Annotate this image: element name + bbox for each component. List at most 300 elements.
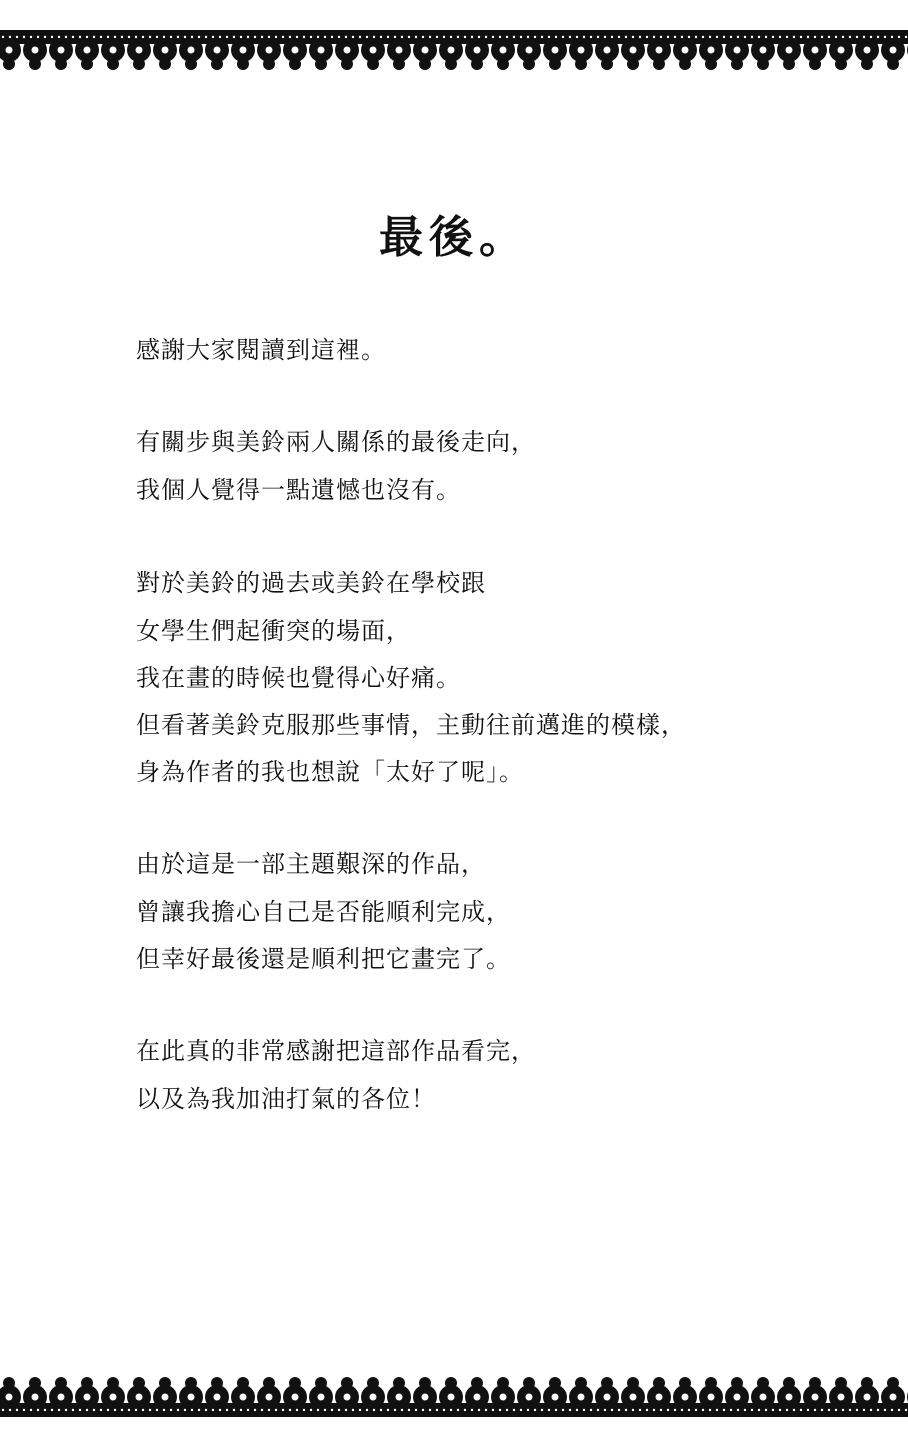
lace-drop	[887, 1377, 899, 1389]
lace-stitch	[380, 36, 382, 38]
lace-stitch	[58, 1409, 60, 1411]
lace-hole	[6, 47, 13, 54]
lace-stitch	[653, 1409, 655, 1411]
lace-stitch	[709, 36, 711, 38]
lace-stitch	[828, 36, 830, 38]
lace-stitch	[44, 1409, 46, 1411]
lace-drop	[81, 58, 93, 70]
lace-stitch	[226, 36, 228, 38]
lace-stitch	[65, 1409, 67, 1411]
lace-stitch	[114, 36, 116, 38]
lace-hole	[812, 1394, 819, 1401]
lace-stitch	[730, 1409, 732, 1411]
lace-stitch	[107, 36, 109, 38]
lace-drop	[471, 1377, 483, 1389]
lace-stitch	[611, 1409, 613, 1411]
lace-stitch	[436, 1409, 438, 1411]
lace-stitch	[569, 1409, 571, 1411]
lace-stitch	[359, 1409, 361, 1411]
lace-drop	[523, 58, 535, 70]
lace-stitch	[772, 36, 774, 38]
text-line: 有關步與美鈴兩人關係的最後走向，	[136, 428, 536, 456]
lace-stitch	[856, 36, 858, 38]
lace-drop	[341, 1377, 353, 1389]
lace-stitch	[793, 1409, 795, 1411]
lace-stitch	[499, 36, 501, 38]
lace-drop	[835, 58, 847, 70]
lace-border-graphic	[0, 30, 908, 90]
lace-stitch	[394, 36, 396, 38]
lace-stitch	[282, 1409, 284, 1411]
lace-stitch	[863, 36, 865, 38]
lace-stitch	[450, 36, 452, 38]
lace-hole	[58, 47, 65, 54]
lace-hole	[214, 1394, 221, 1401]
lace-hole	[84, 1394, 91, 1401]
lace-hole	[656, 47, 663, 54]
lace-drop	[653, 1377, 665, 1389]
lace-stitch	[835, 1409, 837, 1411]
lace-stitch	[821, 36, 823, 38]
lace-stitch	[506, 36, 508, 38]
lace-drop	[29, 1377, 41, 1389]
lace-stitch	[177, 36, 179, 38]
lace-drop	[861, 58, 873, 70]
lace-drop	[237, 1377, 249, 1389]
lace-stitch	[562, 36, 564, 38]
lace-drop	[575, 1377, 587, 1389]
lace-stitch	[604, 1409, 606, 1411]
lace-stitch	[401, 36, 403, 38]
lace-stitch	[184, 1409, 186, 1411]
lace-drop	[445, 1377, 457, 1389]
lace-stitch	[23, 1409, 25, 1411]
lace-stitch	[751, 36, 753, 38]
lace-stitch	[170, 36, 172, 38]
lace-stitch	[282, 36, 284, 38]
lace-stitch	[86, 1409, 88, 1411]
lace-stitch	[744, 1409, 746, 1411]
lace-stitch	[401, 1409, 403, 1411]
lace-stitch	[576, 1409, 578, 1411]
lace-stitch	[737, 1409, 739, 1411]
lace-drop	[809, 1377, 821, 1389]
lace-drop	[783, 1377, 795, 1389]
lace-stitch	[366, 1409, 368, 1411]
lace-stitch	[275, 36, 277, 38]
lace-hole	[396, 47, 403, 54]
lace-drop	[341, 58, 353, 70]
lace-hole	[578, 1394, 585, 1401]
lace-stitch	[268, 1409, 270, 1411]
lace-drop	[211, 58, 223, 70]
lace-hole	[500, 47, 507, 54]
lace-stitch	[478, 1409, 480, 1411]
lace-drop	[107, 58, 119, 70]
lace-drop	[549, 1377, 561, 1389]
lace-stitch	[499, 1409, 501, 1411]
lace-stitch	[541, 1409, 543, 1411]
lace-drop	[289, 1377, 301, 1389]
lace-stitch	[863, 1409, 865, 1411]
lace-hole	[396, 1394, 403, 1401]
lace-drop	[55, 1377, 67, 1389]
lace-hole	[474, 1394, 481, 1401]
lace-hole	[656, 1394, 663, 1401]
lace-stitch	[485, 36, 487, 38]
lace-hole	[760, 1394, 767, 1401]
lace-drop	[419, 1377, 431, 1389]
lace-stitch	[681, 1409, 683, 1411]
text-line: 我在畫的時候也覺得心好痛。	[136, 664, 461, 692]
lace-stitch	[513, 1409, 515, 1411]
lace-stitch	[674, 36, 676, 38]
page-title: 最後。	[379, 212, 529, 263]
lace-stitch	[625, 1409, 627, 1411]
lace-stitch	[310, 36, 312, 38]
lace-stitch	[366, 36, 368, 38]
lace-stitch	[240, 1409, 242, 1411]
lace-stitch	[688, 36, 690, 38]
lace-stitch	[779, 1409, 781, 1411]
lace-stitch	[646, 1409, 648, 1411]
lace-stitch	[296, 1409, 298, 1411]
lace-stitch	[891, 36, 893, 38]
text-line: 對於美鈴的過去或美鈴在學校跟	[136, 569, 486, 597]
lace-stitch	[142, 1409, 144, 1411]
lace-hole	[604, 1394, 611, 1401]
lace-stitch	[632, 1409, 634, 1411]
lace-stitch	[737, 36, 739, 38]
lace-stitch	[23, 36, 25, 38]
lace-hole	[526, 47, 533, 54]
lace-stitch	[464, 36, 466, 38]
lace-stitch	[849, 36, 851, 38]
lace-stitch	[443, 36, 445, 38]
lace-stitch	[93, 1409, 95, 1411]
lace-drop	[367, 58, 379, 70]
lace-drop	[237, 58, 249, 70]
lace-stitch	[9, 1409, 11, 1411]
lace-stitch	[618, 1409, 620, 1411]
lace-stitch	[261, 36, 263, 38]
lace-stitch	[387, 1409, 389, 1411]
lace-stitch	[219, 36, 221, 38]
lace-stitch	[786, 1409, 788, 1411]
lace-stitch	[317, 36, 319, 38]
lace-stitch	[814, 36, 816, 38]
lace-stitch	[716, 1409, 718, 1411]
lace-stitch	[646, 36, 648, 38]
lace-stitch	[898, 1409, 900, 1411]
lace-stitch	[856, 1409, 858, 1411]
lace-stitch	[415, 1409, 417, 1411]
lace-stitch	[625, 36, 627, 38]
text-line: 女學生們起衝突的場面，	[136, 617, 411, 645]
lace-stitch	[380, 1409, 382, 1411]
lace-hole	[136, 47, 143, 54]
lace-stitch	[324, 1409, 326, 1411]
lace-hole	[266, 1394, 273, 1401]
lace-stitch	[373, 1409, 375, 1411]
lace-stitch	[534, 1409, 536, 1411]
lace-stitch	[121, 36, 123, 38]
lace-hole	[448, 1394, 455, 1401]
lace-stitch	[51, 1409, 53, 1411]
lace-stitch	[793, 36, 795, 38]
lace-hole	[708, 47, 715, 54]
lace-stitch	[562, 1409, 564, 1411]
lace-hole	[630, 47, 637, 54]
lace-stitch	[338, 1409, 340, 1411]
lace-drop	[783, 58, 795, 70]
lace-stitch	[884, 36, 886, 38]
lace-stitch	[709, 1409, 711, 1411]
lace-stitch	[527, 1409, 529, 1411]
lace-drop	[523, 1377, 535, 1389]
lace-stitch	[590, 1409, 592, 1411]
lace-hole	[760, 47, 767, 54]
text-line: 在此真的非常感謝把這部作品看完，	[136, 1037, 536, 1065]
lace-stitch	[639, 1409, 641, 1411]
lace-stitch	[681, 36, 683, 38]
lace-stitch	[149, 36, 151, 38]
lace-drop	[133, 58, 145, 70]
lace-stitch	[569, 36, 571, 38]
lace-stitch	[457, 1409, 459, 1411]
lace-stitch	[758, 36, 760, 38]
text-line: 但看著美鈴克服那些事情，主動往前邁進的模樣，	[136, 711, 686, 739]
lace-hole	[318, 47, 325, 54]
lace-drop	[159, 58, 171, 70]
lace-stitch	[597, 36, 599, 38]
lace-stitch	[135, 36, 137, 38]
lace-stitch	[170, 1409, 172, 1411]
lace-hole	[370, 1394, 377, 1401]
lace-stitch	[870, 1409, 872, 1411]
text-line: 以及為我加油打氣的各位！	[136, 1085, 436, 1113]
lace-stitch	[905, 36, 907, 38]
lace-hole	[240, 1394, 247, 1401]
lace-stitch	[387, 36, 389, 38]
lace-stitch	[534, 36, 536, 38]
lace-stitch	[422, 36, 424, 38]
lace-stitch	[275, 1409, 277, 1411]
lace-hole	[162, 47, 169, 54]
text-line: 由於這是一部主題艱深的作品，	[136, 850, 486, 878]
lace-hole	[162, 1394, 169, 1401]
lace-stitch	[429, 36, 431, 38]
lace-stitch	[128, 1409, 130, 1411]
lace-stitch	[9, 36, 11, 38]
lace-drop	[809, 58, 821, 70]
lace-stitch	[695, 1409, 697, 1411]
lace-border-graphic	[0, 1357, 908, 1417]
lace-hole	[32, 1394, 39, 1401]
lace-drop	[81, 1377, 93, 1389]
lace-stitch	[541, 36, 543, 38]
lace-stitch	[492, 1409, 494, 1411]
lace-hole	[32, 47, 39, 54]
lace-hole	[838, 47, 845, 54]
lace-drop	[627, 1377, 639, 1389]
lace-hole	[864, 1394, 871, 1401]
lace-stitch	[408, 1409, 410, 1411]
lace-stitch	[527, 36, 529, 38]
lace-stitch	[212, 1409, 214, 1411]
lace-stitch	[261, 1409, 263, 1411]
lace-stitch	[849, 1409, 851, 1411]
lace-stitch	[72, 36, 74, 38]
lace-stitch	[37, 36, 39, 38]
lace-stitch	[877, 36, 879, 38]
lace-stitch	[121, 1409, 123, 1411]
lace-hole	[344, 1394, 351, 1401]
lace-stitch	[898, 36, 900, 38]
lace-stitch	[352, 36, 354, 38]
lace-stitch	[807, 36, 809, 38]
lace-stitch	[79, 1409, 81, 1411]
lace-hole	[58, 1394, 65, 1401]
lace-drop	[679, 1377, 691, 1389]
lace-stitch	[373, 36, 375, 38]
lace-hole	[318, 1394, 325, 1401]
lace-stitch	[814, 1409, 816, 1411]
lace-stitch	[548, 36, 550, 38]
lace-hole	[110, 47, 117, 54]
lace-drop	[445, 58, 457, 70]
lace-stitch	[800, 1409, 802, 1411]
lace-stitch	[156, 1409, 158, 1411]
lace-stitch	[618, 36, 620, 38]
lace-hole	[786, 1394, 793, 1401]
text-line: 身為作者的我也想說「太好了呢」。	[136, 758, 524, 786]
lace-stitch	[555, 36, 557, 38]
lace-stitch	[16, 36, 18, 38]
lace-drop	[211, 1377, 223, 1389]
lace-drop	[861, 1377, 873, 1389]
lace-stitch	[107, 1409, 109, 1411]
lace-stitch	[443, 1409, 445, 1411]
lace-drop	[315, 1377, 327, 1389]
lace-stitch	[555, 1409, 557, 1411]
lace-stitch	[30, 1409, 32, 1411]
lace-hole	[188, 1394, 195, 1401]
lace-stitch	[352, 1409, 354, 1411]
lace-stitch	[191, 1409, 193, 1411]
lace-stitch	[310, 1409, 312, 1411]
lace-stitch	[303, 36, 305, 38]
lace-stitch	[870, 36, 872, 38]
lace-stitch	[156, 36, 158, 38]
lace-drop	[731, 58, 743, 70]
lace-stitch	[884, 1409, 886, 1411]
lace-stitch	[520, 36, 522, 38]
lace-stitch	[821, 1409, 823, 1411]
lace-stitch	[422, 1409, 424, 1411]
lace-drop	[887, 58, 899, 70]
lace-stitch	[674, 1409, 676, 1411]
lace-hole	[812, 47, 819, 54]
lace-stitch	[583, 36, 585, 38]
lace-stitch	[765, 1409, 767, 1411]
lace-hole	[422, 1394, 429, 1401]
lace-stitch	[86, 36, 88, 38]
lace-hole	[786, 47, 793, 54]
lace-hole	[552, 47, 559, 54]
lace-hole	[890, 47, 897, 54]
lace-drop	[471, 58, 483, 70]
text-line: 曾讓我擔心自己是否能順利完成，	[136, 898, 511, 926]
lace-hole	[422, 47, 429, 54]
lace-drop	[29, 58, 41, 70]
lace-drop	[601, 1377, 613, 1389]
lace-stitch	[198, 36, 200, 38]
lace-stitch	[233, 36, 235, 38]
lace-stitch	[30, 36, 32, 38]
lace-drop	[549, 58, 561, 70]
lace-hole	[734, 47, 741, 54]
lace-stitch	[891, 1409, 893, 1411]
lace-stitch	[702, 36, 704, 38]
lace-stitch	[667, 1409, 669, 1411]
lace-stitch	[317, 1409, 319, 1411]
lace-drop	[679, 58, 691, 70]
lace-stitch	[639, 36, 641, 38]
lace-stitch	[828, 1409, 830, 1411]
lace-drop	[393, 58, 405, 70]
lace-stitch	[44, 36, 46, 38]
lace-stitch	[142, 36, 144, 38]
lace-stitch	[744, 36, 746, 38]
lace-stitch	[289, 1409, 291, 1411]
lace-drop	[185, 58, 197, 70]
lace-stitch	[723, 36, 725, 38]
lace-stitch	[65, 36, 67, 38]
lace-stitch	[667, 36, 669, 38]
lace-stitch	[345, 36, 347, 38]
lace-stitch	[464, 1409, 466, 1411]
lace-stitch	[163, 36, 165, 38]
lace-stitch	[289, 36, 291, 38]
lace-stitch	[471, 1409, 473, 1411]
lace-stitch	[100, 1409, 102, 1411]
lace-stitch	[478, 36, 480, 38]
top-lace-border	[0, 30, 908, 90]
lace-hole	[500, 1394, 507, 1401]
lace-drop	[3, 58, 15, 70]
lace-stitch	[548, 1409, 550, 1411]
lace-hole	[890, 1394, 897, 1401]
lace-stitch	[583, 1409, 585, 1411]
lace-hole	[188, 47, 195, 54]
lace-hole	[370, 47, 377, 54]
lace-stitch	[695, 36, 697, 38]
lace-stitch	[205, 1409, 207, 1411]
lace-stitch	[611, 36, 613, 38]
lace-hole	[474, 47, 481, 54]
lace-hole	[292, 47, 299, 54]
lace-hole	[526, 1394, 533, 1401]
lace-stitch	[331, 36, 333, 38]
lace-stitch	[492, 36, 494, 38]
lace-drop	[263, 58, 275, 70]
lace-hole	[110, 1394, 117, 1401]
lace-hole	[240, 47, 247, 54]
lace-stitch	[296, 36, 298, 38]
lace-stitch	[79, 36, 81, 38]
lace-stitch	[16, 1409, 18, 1411]
